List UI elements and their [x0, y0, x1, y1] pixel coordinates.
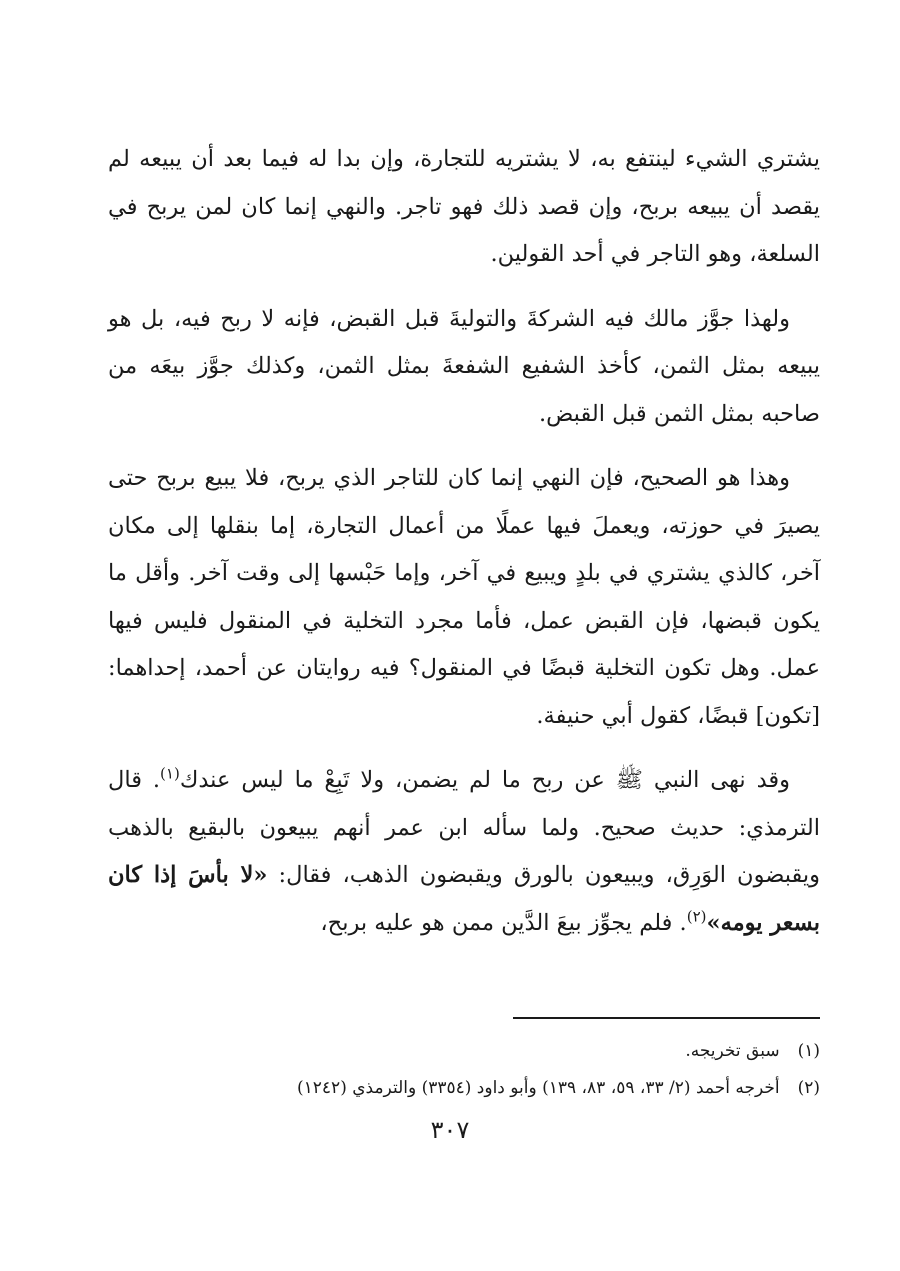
main-text [108, 136, 820, 964]
paragraph-1: يشتري الشيء لينتفع به، لا يشتريه للتجارة، وإن بدا له فيما بعد أن يبيعه لم يقصد أن يبيعه بربح، وإن قصد ذلك فهو تاجر. والنهي إنما كان لمن يربح في السلعة، وهو التاجر في أحد القولين. [108, 146, 820, 267]
hadith-quote: «لا بأسَ إذا كان بسعر يومه» [108, 862, 820, 936]
paragraph-4-text-a: وقد نهى النبي ﷺ عن ربح ما لم يضمن، ولا تَبِعْ ما ليس عندك [179, 767, 791, 793]
paragraph-4-text-b: . قال الترمذي: حديث صحيح. ولما سأله ابن عمر أنهم يبيعون بالبقيع بالذهب ويقبضون الوَرِق، ويبيعون بالورق ويقبضون الذهب، فقال: [108, 767, 820, 888]
page-number: ٣٠٧ [430, 1116, 470, 1144]
paragraph-3: وهذا هو الصحيح، فإن النهي إنما كان للتاجر الذي يربح، فلا يبيع بربح حتى يصيرَ في حوزته، ويعملَ فيها عملًا من أعمال التجارة، إما بنقلها إلى مكان آخر، كالذي يشتري في بلدٍ ويبيع في آخر، وإما حَبْسها إلى وقت آخر. وأقل ما يكون قبضها، فإن القبض عمل، فأما مجرد التخلية في المنقول فليس فيها عمل. وهل تكون التخلية قبضًا في المنقول؟ فيه روايتان عن أحمد، إحداهما: [تكون] قبضًا، كقول أبي حنيفة. [108, 465, 820, 729]
footnote-ref-2: (٢) [686, 907, 707, 925]
paragraph-2: ولهذا جوَّز مالك فيه الشركةَ والتوليةَ قبل القبض، فإنه لا ربح فيه، بل هو يبيعه بمثل الثمن، كأخذ الشفيع الشفعةَ بمثل الثمن، وكذلك جوَّز بيعَه من صاحبه بمثل الثمن قبل القبض. [108, 305, 820, 427]
footnote-1-number: (١) [797, 1041, 820, 1061]
footnote-1-text: سبق تخريجه. [685, 1041, 780, 1061]
footnotes [108, 1033, 820, 1107]
footnote-divider [513, 1017, 820, 1019]
footnote-1 [108, 1033, 820, 1070]
footnote-2-text: أخرجه أحمد (٢/ ٣٣، ٥٩، ٨٣، ١٣٩) وأبو داود (٣٣٥٤) والترمذي (١٢٤٢) [297, 1078, 780, 1098]
footnote-2 [108, 1070, 820, 1107]
footnote-ref-1: (١) [160, 764, 180, 783]
paragraph-4 [108, 757, 820, 947]
footnote-2-number: (٢) [797, 1078, 820, 1098]
paragraph-4-text-c: . فلم يجوِّز بيعَ الدَّين ممن هو عليه بربح، [320, 909, 687, 936]
